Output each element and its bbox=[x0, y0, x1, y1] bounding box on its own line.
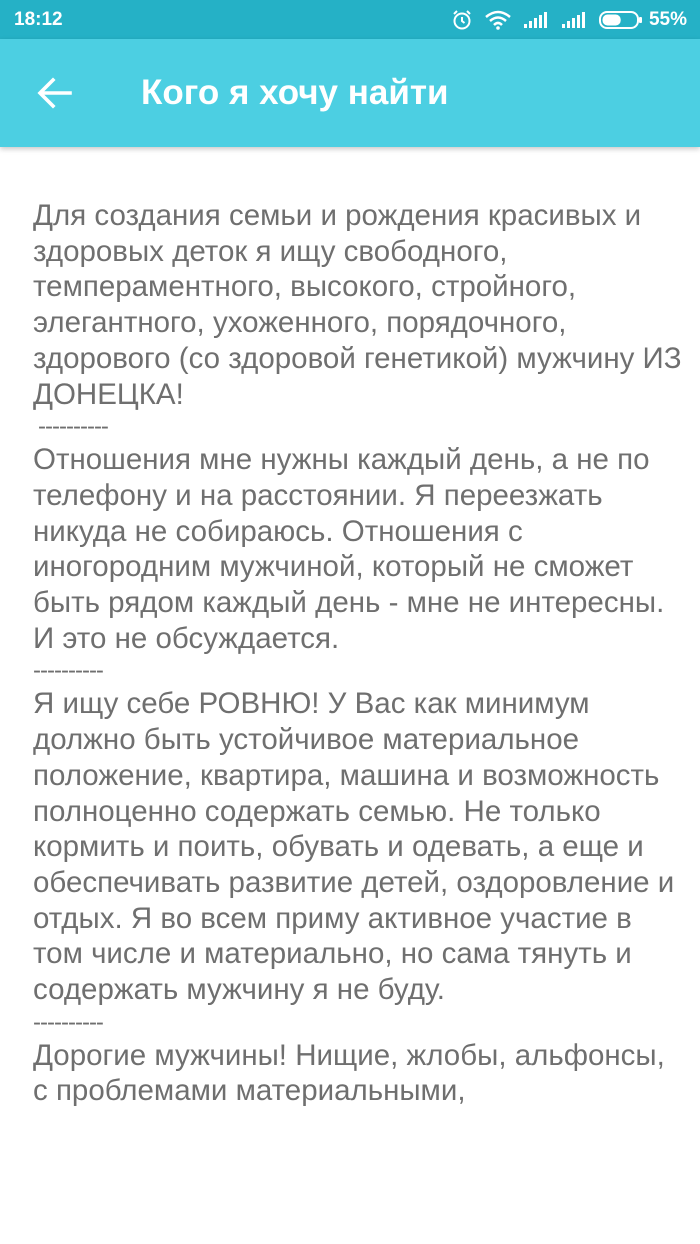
profile-description bbox=[33, 198, 683, 1244]
signal-icon bbox=[523, 11, 549, 29]
description-paragraph: Я ищу себе РОВНЮ! У Вас как минимум должно быть устойчивое материальное положение, квартира, машина и возможность полноценно содержать семью. Не только кормить и поить, обувать и одевать, а еще и обеспечивать развитие детей, оздоровление и отдых. Я во всем приму активное участие в том числе и материально, но сама тянуть и содержать мужчину я не буду. bbox=[33, 687, 675, 1007]
battery-icon bbox=[599, 10, 643, 30]
battery-percent: 55% bbox=[648, 8, 687, 30]
status-time: 18:12 bbox=[14, 8, 63, 30]
arrow-left-icon bbox=[36, 77, 72, 109]
separator-line: ---------- bbox=[38, 413, 108, 441]
alarm-clock-icon bbox=[451, 9, 473, 31]
description-paragraph: Дорогие мужчины! Нищие, жлобы, альфонсы, с проблемами материальными, bbox=[33, 1038, 665, 1108]
wifi-icon bbox=[485, 10, 511, 30]
signal-icon bbox=[561, 11, 587, 29]
description-paragraph: Для создания семьи и рождения красивых и здоровых деток я ищу свободного, темпераментного, высокого, стройного, элегантного, ухоженного, порядочного, здорового (со здоровой генетикой) мужчину ИЗ ДОНЕЦКА! bbox=[33, 199, 682, 411]
status-icons bbox=[451, 9, 687, 31]
page-title: Кого я хочу найти bbox=[141, 73, 449, 112]
separator-line: ---------- bbox=[33, 1008, 103, 1036]
back-button[interactable] bbox=[0, 39, 108, 147]
battery-indicator bbox=[599, 9, 687, 31]
separator-line: ---------- bbox=[33, 657, 103, 685]
description-paragraph: Отношения мне нужны каждый день, а не по телефону и на расстоянии. Я переезжать никуда не собираюсь. Отношения с иногородним мужчиной, который не сможет быть рядом каждый день - мне не интересны. И это не обсуждается. bbox=[33, 443, 665, 655]
app-bar bbox=[0, 39, 700, 147]
status-bar bbox=[0, 0, 700, 39]
